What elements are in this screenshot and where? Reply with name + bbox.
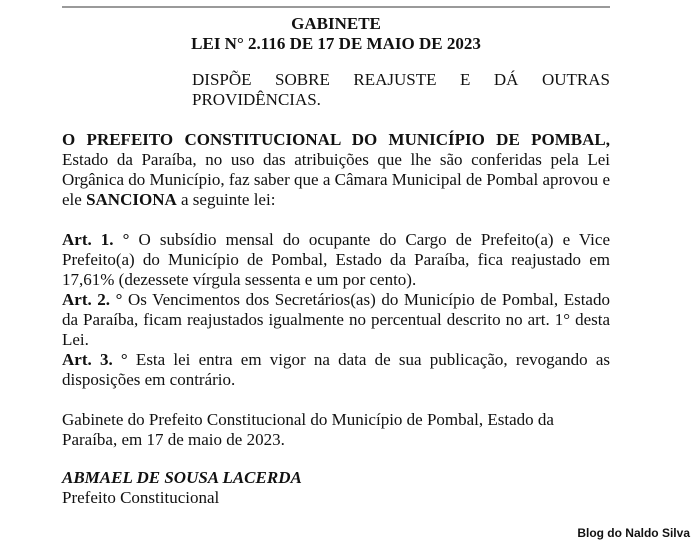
- document-header: [62, 14, 610, 54]
- preamble-bold-intro: O PREFEITO CONSTITUCIONAL DO MUNICÍPIO DE POMBAL,: [62, 130, 610, 149]
- article-text: Esta lei entra em vigor na data de sua publicação, revogando as disposições em contrário.: [62, 350, 610, 389]
- signer-title: Prefeito Constitucional: [62, 488, 220, 507]
- article-1: [62, 230, 610, 290]
- closing-paragraph: Gabinete do Prefeito Constitucional do Município de Pombal, Estado da Paraíba, em 17 de maio de 2023.: [62, 410, 554, 449]
- article-2: [62, 290, 610, 350]
- article-label: Art. 3. °: [62, 350, 128, 369]
- preamble-sanciona: SANCIONA: [86, 190, 177, 209]
- law-document: [62, 14, 610, 508]
- article-text: Os Vencimentos dos Secretários(as) do Município de Pombal, Estado da Paraíba, ficam reajustados igualmente no percentual descrito no art. 1° desta Lei.: [62, 290, 610, 349]
- law-title: LEI N° 2.116 DE 17 DE MAIO DE 2023: [191, 34, 481, 53]
- article-label: Art. 2. °: [62, 290, 123, 309]
- article-text: O subsídio mensal do ocupante do Cargo de Prefeito(a) e Vice Prefeito(a) do Município de Pombal, Estado da Paraíba, fica reajustado em 17,61% (dezessete vírgula sessenta e um por cento).: [62, 230, 610, 289]
- articles: [62, 230, 610, 390]
- preamble: [62, 130, 610, 210]
- blog-watermark: Blog do Naldo Silva: [577, 526, 690, 540]
- signer-name: ABMAEL DE SOUSA LACERDA: [62, 468, 302, 487]
- preamble-text-1: Estado da Paraíba, no uso das atribuições que lhe são conferidas pela Lei Orgânica do Município, faz saber que a Câmara Municipal de Pombal aprovou e ele: [62, 150, 610, 209]
- article-label: Art. 1. °: [62, 230, 130, 249]
- office-heading: GABINETE: [291, 14, 381, 33]
- article-3: [62, 350, 610, 390]
- ementa: DISPÕE SOBRE REAJUSTE E DÁ OUTRAS PROVIDÊNCIAS.: [192, 70, 610, 109]
- preamble-text-2: a seguinte lei:: [176, 190, 276, 209]
- top-rule: [62, 6, 610, 8]
